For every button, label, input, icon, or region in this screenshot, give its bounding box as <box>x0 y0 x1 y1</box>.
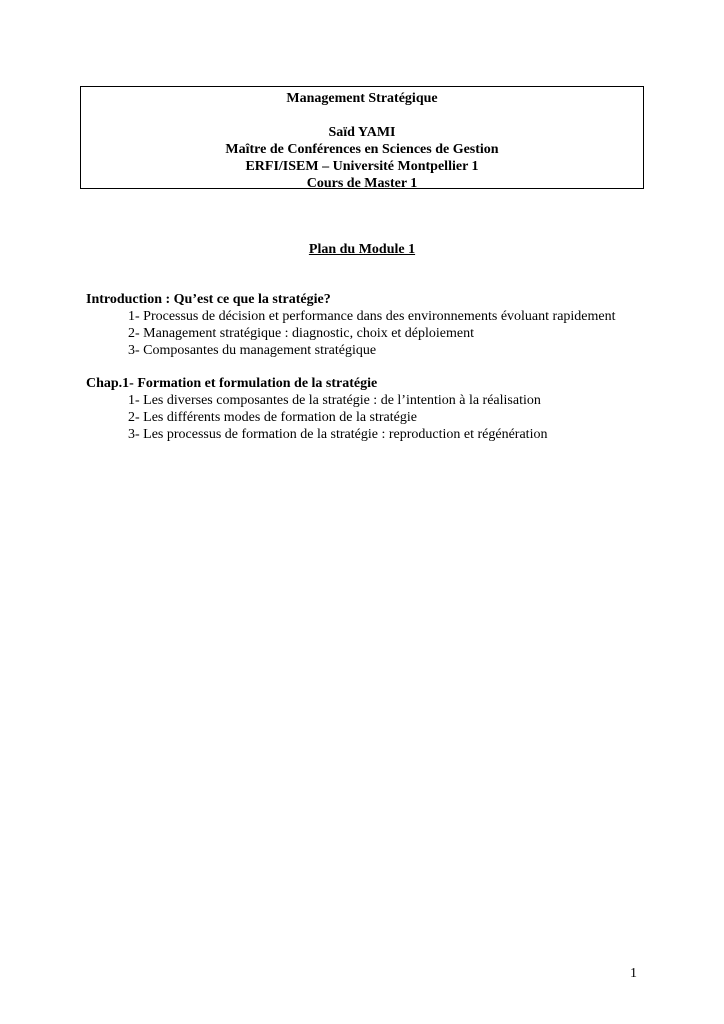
list-item: 3- Les processus de formation de la stratégie : reproduction et régénération <box>128 427 548 442</box>
section-title-introduction: Introduction : Qu’est ce que la stratégie? <box>86 292 331 307</box>
author-name: Saïd YAMI <box>328 125 396 140</box>
list-item: 1- Les diverses composantes de la stratégie : de l’intention à la réalisation <box>128 393 541 408</box>
page-number: 1 <box>630 966 637 981</box>
document-title: Management Stratégique <box>286 91 438 106</box>
section-title-chapter-1: Chap.1- Formation et formulation de la stratégie <box>86 376 378 391</box>
list-item: 3- Composantes du management stratégique <box>128 343 377 358</box>
plan-title: Plan du Module 1 <box>308 242 416 257</box>
list-item: 2- Management stratégique : diagnostic, choix et déploiement <box>128 326 475 341</box>
list-item: 2- Les différents modes de formation de la stratégie <box>128 410 417 425</box>
institution: ERFI/ISEM – Université Montpellier 1 <box>245 159 479 174</box>
list-item: 1- Processus de décision et performance dans des environnements évoluant rapidement <box>128 309 616 324</box>
author-position: Maître de Conférences en Sciences de Gestion <box>225 142 499 157</box>
title-box <box>80 86 644 189</box>
course-name: Cours de Master 1 <box>306 176 418 191</box>
